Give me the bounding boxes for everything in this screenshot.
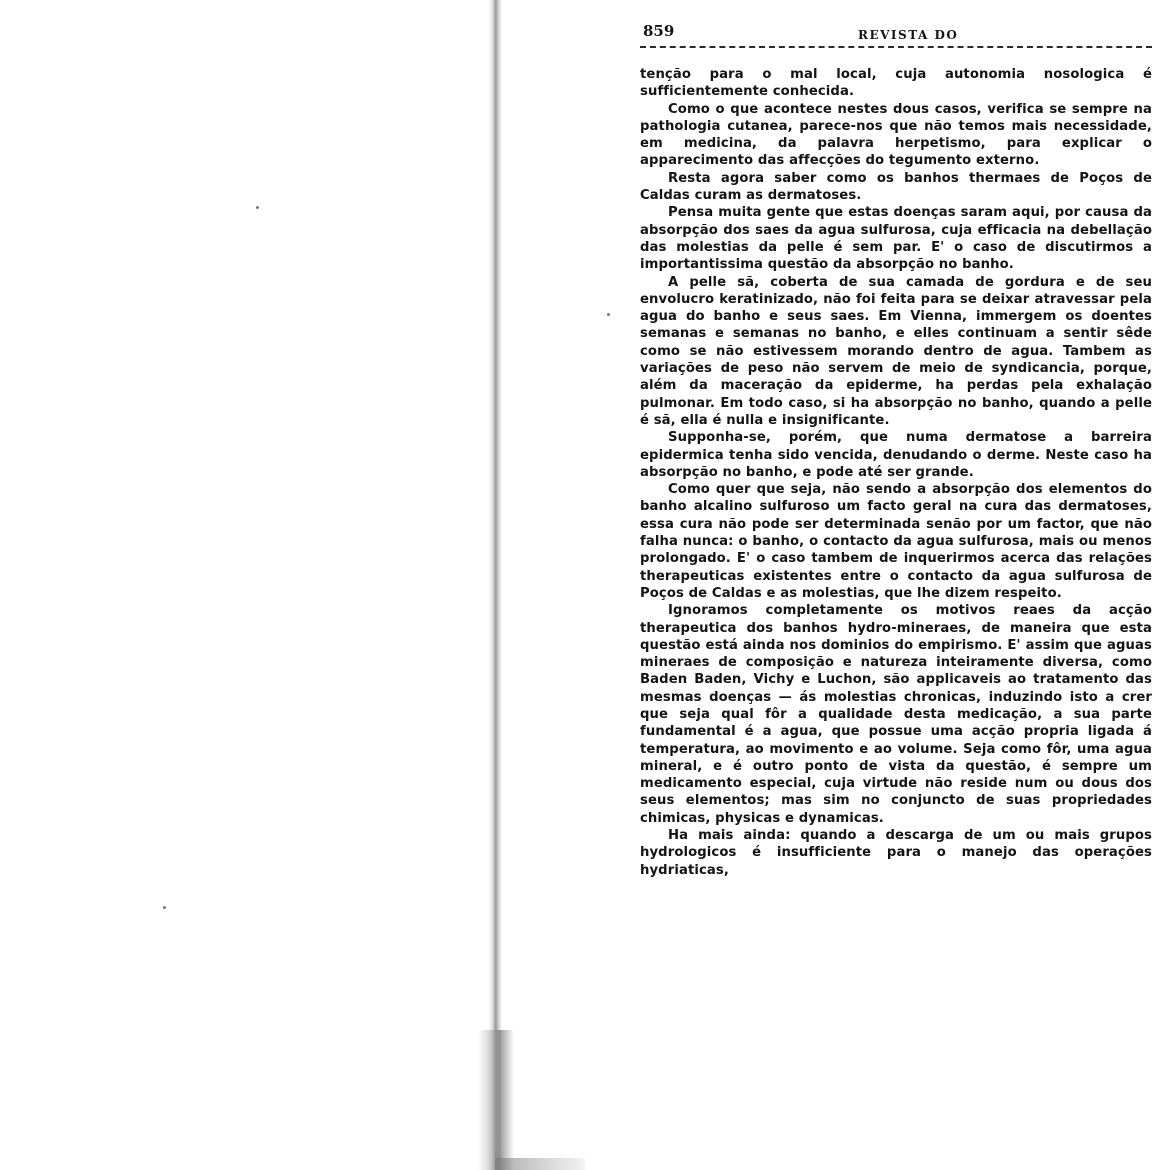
page-header [640, 18, 1152, 48]
paragraph: Ha mais ainda: quando a descarga de um ou mais grupos hydrologicos é insufficiente para o manejo das operações hydriaticas, [640, 828, 1152, 878]
paragraph: Supponha-se, porém, que numa dermatose a barreira epidermica tenha sido vencida, denudando o derme. Neste caso ha absorpção no banho, e pode até ser grande. [640, 430, 1152, 480]
scan-speck [163, 906, 166, 909]
body-text [640, 66, 1152, 879]
paragraph: Pensa muita gente que estas doenças saram aqui, por causa da absorpção dos saes da agua sulfurosa, cuja efficacia na debellação das molestias da pelle é sem par. E' o caso de discutirmos a importantissima questão da absorpção no banho. [640, 205, 1152, 273]
paragraph: tenção para o mal local, cuja autonomia nosologica é sufficientemente conhecida. [640, 67, 1152, 100]
paragraph: Como quer que seja, não sendo a absorpção dos elementos do banho alcalino sulfuroso um facto geral na cura das dermatoses, essa cura não pode ser determinada senão por um factor, que não falha nunca: o banho, o contacto da agua sulfurosa, mais ou menos prolongado. E' o caso tambem de inquerirmos acerca das relações therapeuticas existentes entre o contacto da agua sulfurosa de Poços de Caldas e as molestias, que lhe dizem respeito. [640, 482, 1152, 601]
paragraph: A pelle sã, coberta de sua camada de gordura e de seu envolucro keratinizado, não foi feita para se deixar atravessar pela agua do banho e seus saes. Em Vienna, immergem os doentes semanas e semanas no banho, e elles continuam a sentir sêde como se não estivessem morando dentro de agua. Tambem as variações de peso não servem de meio de syndicancia, porque, além da maceração da epiderme, ha perdas pela exhalação pulmonar. Em todo caso, si ha absorpção no banho, quando a pelle é sã, ella é nulla e insignificante. [640, 274, 1152, 428]
running-head: REVISTA DO [858, 28, 959, 42]
scan-smudge [495, 1158, 585, 1170]
gutter-shadow [478, 1030, 514, 1170]
book-gutter [488, 0, 502, 1170]
scan-speck [607, 313, 610, 316]
page-number: 859 [643, 22, 675, 40]
paragraph: Ignoramos completamente os motivos reaes da acção therapeutica dos banhos hydro-mineraes, de maneira que esta questão está ainda nos dominios do empirismo. E' assim que aguas mineraes de composição e natureza inteiramente diversa, como Baden Baden, Vichy e Luchon, são applicaveis ao tratamento das mesmas doenças — ás molestias chronicas, induzindo isto a crer que seja qual fôr a qualidade desta medicação, a sua parte fundamental é a agua, que possue uma acção propria ligada á temperatura, ao movimento e ao volume. Seja como fôr, uma agua mineral, e é outro ponto de vista da questão, é sempre um medicamento especial, cuja virtude não reside num ou dous dos seus elementos; mas sim no conjuncto de suas propriedades chimicas, physicas e dynamicas. [640, 603, 1152, 826]
paragraph: Como o que acontece nestes dous casos, verifica se sempre na pathologia cutanea, parece-nos que não temos mais necessidade, em medicina, da palavra herpetismo, para explicar o apparecimento das affecções do tegumento externo. [640, 101, 1152, 169]
scan-speck [256, 206, 259, 209]
paragraph: Resta agora saber como os banhos thermaes de Poços de Caldas curam as dermatoses. [640, 170, 1152, 204]
